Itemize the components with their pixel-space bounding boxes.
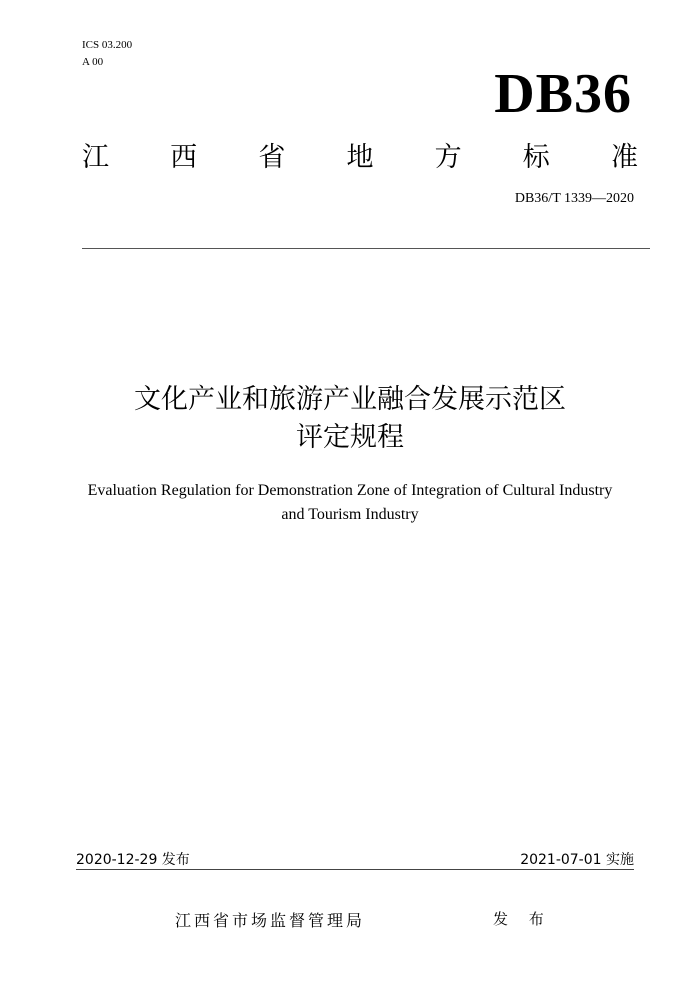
ics-code: ICS 03.200 [82,39,133,51]
document-title-en [40,479,660,527]
standard-type-char: 准 [610,141,638,173]
title-cn-line-1: 文化产业和旅游产业融合发展示范区 [134,384,566,415]
standard-type-char: 地 [346,141,374,173]
issuing-authority: 江西省市场监督管理局 [175,911,366,930]
classification-code: A 00 [82,56,104,68]
publish-label: 发 布 [493,910,552,928]
standard-type-char: 西 [170,141,198,173]
standard-type-char: 标 [522,141,550,173]
effective-date: 2021-07-01 实施 [520,852,634,868]
standard-number: DB36/T 1339—2020 [514,191,634,206]
standard-type-char: 省 [258,141,286,173]
date-row [76,849,634,869]
title-en-line-2: and Tourism Industry [281,506,419,523]
header-divider [82,248,650,249]
issue-date: 2020-12-29 发布 [76,852,190,868]
title-en-line-1: Evaluation Regulation for Demonstration Zone of Integration of Cultural Industry [87,482,613,499]
standard-type-char: 江 [82,141,109,173]
footer-divider [76,869,634,870]
standard-type-char: 方 [434,141,462,173]
standard-code-logo: DB36 [494,63,632,125]
document-title-cn [0,381,700,457]
standard-type-title [82,134,638,174]
title-cn-line-2: 评定规程 [296,422,404,453]
